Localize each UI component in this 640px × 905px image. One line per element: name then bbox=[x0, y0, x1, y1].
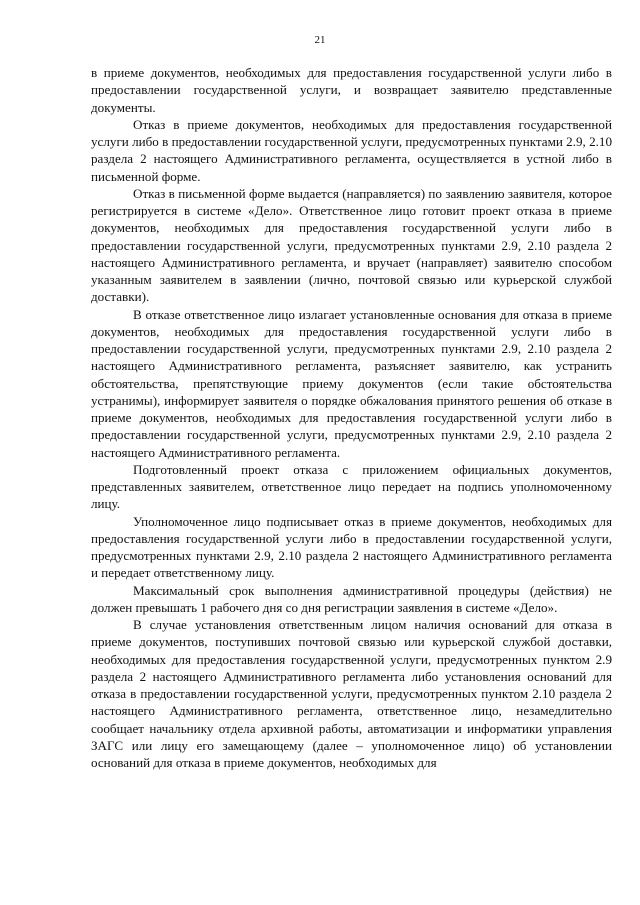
paragraph: В отказе ответственное лицо излагает установленные основания для отказа в приеме документов, необходимых для предоставления государственной услуги либо в предоставлении государственной услуги, предусмотренных пунктами 2.9, 2.10 раздела 2 настоящего Административного регламента, разъясняет заявителю, как устранить обстоятельства, препятствующие приему документов (если такие обстоятельства устранимы), информирует заявителя о порядке обжалования принятого решения об отказе в приеме документов, необходимых для предоставления государственной услуги либо в предоставлении государственной услуги, предусмотренных пунктами 2.9, 2.10 раздела 2 настоящего Административного регламента. bbox=[91, 306, 612, 460]
paragraph-continuation: в приеме документов, необходимых для предоставления государственной услуги либо в предоставлении государственной услуги, и возвращает заявителю представленные документы. bbox=[91, 65, 612, 115]
paragraph: Подготовленный проект отказа с приложением официальных документов, представленных заявителем, ответственное лицо передает на подпись уполномоченному лицу. bbox=[91, 461, 612, 512]
paragraph: Максимальный срок выполнения административной процедуры (действия) не должен превышать 1 рабочего дня со дня регистрации заявления в системе «Дело». bbox=[91, 582, 612, 615]
paragraph: Отказ в приеме документов, необходимых для предоставления государственной услуги либо в предоставлении государственной услуги, предусмотренных пунктами 2.9, 2.10 раздела 2 настоящего Административного регламента, осуществляется в устной либо в письменной форме. bbox=[91, 116, 612, 184]
page-number: 21 bbox=[314, 34, 326, 46]
paragraph: В случае установления ответственным лицом наличия оснований для отказа в приеме документов, поступивших почтовой связью или курьерской службой доставки, необходимых для предоставления государственной услуги, предусмотренных пунктом 2.9 раздела 2 настоящего Административного регламента либо установления оснований для отказа в предоставлении государственной услуги, предусмотренных пунктом 2.10 раздела 2 настоящего Административного регламента, ответственное лицо, незамедлительно сообщает начальнику отдела архивной работы, автоматизации и информатики управления ЗАГС или лицу его замещающему (далее – уполномоченное лицо) об установлении оснований для отказа в приеме документов, необходимых для bbox=[91, 617, 612, 770]
paragraph: Отказ в письменной форме выдается (направляется) по заявлению заявителя, которое регистрируется в системе «Дело». Ответственное лицо готовит проект отказа в приеме документов, необходимых для предоставления государственной услуги либо в предоставлении государственной услуги, предусмотренных пунктами 2.9, 2.10 раздела 2 настоящего Административного регламента, и вручает (направляет) заявителю способом указанным заявителем в заявлении (лично, почтовой связью или курьерской службой доставки). bbox=[91, 185, 612, 305]
document-body bbox=[91, 64, 612, 771]
paragraph: Уполномоченное лицо подписывает отказ в приеме документов, необходимых для предоставления государственной услуги либо в предоставлении государственной услуги, предусмотренных пунктами 2.9, 2.10 раздела 2 настоящего Административного регламента и передает ответственному лицу. bbox=[91, 513, 612, 581]
